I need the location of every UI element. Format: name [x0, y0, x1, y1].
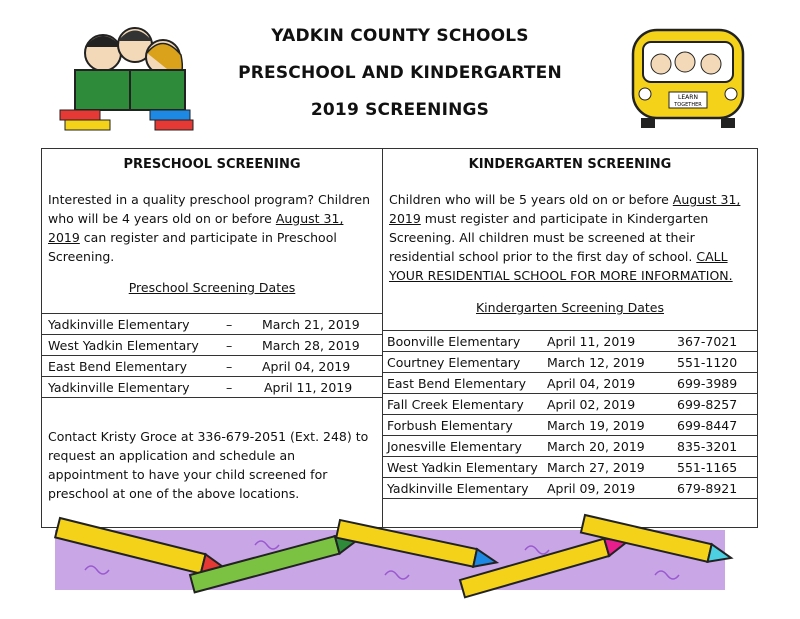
phone-number: 551-1165 — [677, 460, 738, 475]
phone-number: 679-8921 — [677, 481, 738, 496]
preschool-contact: Contact Kristy Groce at 336-679-2051 (Ext. 248) to request an application and schedule an appointment to have your child screened for preschool at one of the above locations. — [48, 429, 369, 501]
school-name: Boonville Elementary — [387, 334, 521, 349]
screening-date: April 04, 2019 — [547, 376, 636, 391]
table-row — [383, 477, 757, 498]
preschool-intro-date: August 31, 2019 — [48, 211, 344, 245]
school-name: Courtney Elementary — [387, 355, 521, 370]
school-name: Yadkinville Elementary — [48, 380, 190, 395]
screening-date: March 28, 2019 — [262, 338, 360, 353]
dash: – — [226, 317, 233, 332]
table-row — [383, 330, 757, 351]
dash: – — [226, 359, 233, 374]
screening-date: March 20, 2019 — [547, 439, 645, 454]
table-row — [383, 414, 757, 435]
title-line-2: PRESCHOOL AND KINDERGARTEN — [238, 63, 562, 83]
table-row — [383, 372, 757, 393]
kindergarten-heading: KINDERGARTEN SCREENING — [468, 157, 672, 172]
phone-number: 699-8447 — [677, 418, 738, 433]
kindergarten-intro — [383, 190, 757, 285]
table-row — [42, 334, 382, 355]
table-row — [383, 435, 757, 456]
preschool-heading: PRESCHOOL SCREENING — [123, 157, 301, 172]
dash: – — [226, 380, 233, 395]
screening-date: March 21, 2019 — [262, 317, 360, 332]
bus-sign-line1: LEARN — [678, 94, 698, 101]
screening-date: April 11, 2019 — [547, 334, 636, 349]
kindergarten-intro-mid: must register and participate in Kindergarten Screening. All children must be screened at their residential school prior to the first day of school. — [389, 211, 709, 264]
page-title — [200, 18, 600, 129]
screening-date: April 09, 2019 — [547, 481, 636, 496]
preschool-column — [42, 149, 382, 527]
school-name: East Bend Elementary — [48, 359, 187, 374]
screening-date: March 19, 2019 — [547, 418, 645, 433]
row-divider — [42, 397, 382, 398]
preschool-intro-text: Interested in a quality preschool program? Children who will be 4 years old on or before — [48, 192, 371, 226]
kindergarten-column — [383, 149, 757, 527]
screening-date: March 12, 2019 — [547, 355, 645, 370]
table-row — [42, 376, 382, 397]
school-name: Jonesville Elementary — [387, 439, 522, 454]
bus-sign-line2: TOGETHER — [674, 102, 702, 108]
screening-date: April 04, 2019 — [262, 359, 351, 374]
title-line-1: YADKIN COUNTY SCHOOLS — [271, 26, 529, 46]
screening-table — [41, 148, 758, 528]
phone-number: 699-3989 — [677, 376, 738, 391]
school-name: Yadkinville Elementary — [387, 481, 529, 496]
school-name: West Yadkin Elementary — [387, 460, 538, 475]
kindergarten-intro-date: August 31, 2019 — [389, 192, 741, 226]
school-name: West Yadkin Elementary — [48, 338, 199, 353]
school-name: Forbush Elementary — [387, 418, 513, 433]
row-divider — [383, 498, 757, 499]
screening-date: April 11, 2019 — [264, 380, 353, 395]
table-row — [42, 355, 382, 376]
phone-number: 551-1120 — [677, 355, 738, 370]
kindergarten-dates-heading: Kindergarten Screening Dates — [475, 300, 665, 315]
dash: – — [226, 338, 233, 353]
preschool-intro — [42, 190, 382, 266]
phone-number: 699-8257 — [677, 397, 738, 412]
kindergarten-intro-text: Children who will be 5 years old on or before — [389, 192, 673, 207]
preschool-dates-heading: Preschool Screening Dates — [128, 280, 296, 295]
screening-date: March 27, 2019 — [547, 460, 645, 475]
kids-reading-clipart — [55, 15, 195, 135]
screening-date: April 02, 2019 — [547, 397, 636, 412]
school-name: East Bend Elementary — [387, 376, 526, 391]
table-row — [383, 351, 757, 372]
school-name: Yadkinville Elementary — [48, 317, 190, 332]
school-bus-clipart — [625, 22, 755, 132]
table-row — [383, 456, 757, 477]
phone-number: 835-3201 — [677, 439, 738, 454]
crayons-clipart — [40, 500, 780, 610]
title-line-3: 2019 SCREENINGS — [310, 100, 490, 120]
preschool-intro-rest: can register and participate in Preschool Screening. — [48, 230, 337, 264]
phone-number: 367-7021 — [677, 334, 738, 349]
table-row — [42, 313, 382, 334]
kindergarten-call-notice: CALL YOUR RESIDENTIAL SCHOOL FOR MORE INFORMATION. — [389, 249, 733, 283]
table-row — [383, 393, 757, 414]
school-name: Fall Creek Elementary — [387, 397, 524, 412]
